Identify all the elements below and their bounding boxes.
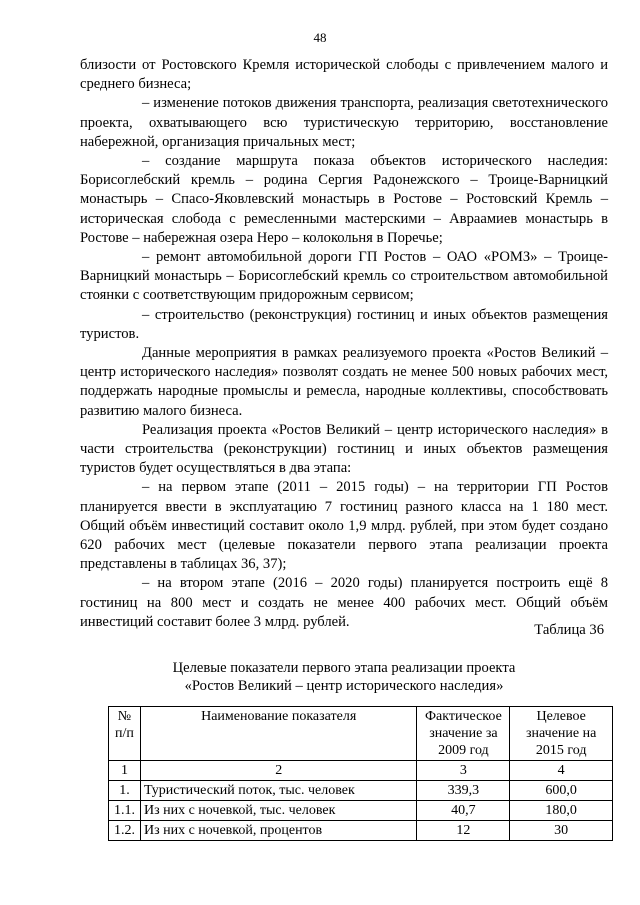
row-actual: 339,3 — [417, 781, 510, 801]
header-num: № п/п — [109, 707, 141, 761]
row-actual: 12 — [417, 821, 510, 841]
paragraph: – создание маршрута показа объектов исторического наследия: Борисоглебский кремль – родина Сергия Радонежского – Троице-Варницкий монастырь – Спасо-Яковлевский монастырь в Ростове – Ростовский Кремль – историческая слобода с ремесленными мастерскими – Авраамиев монастырь в Ростове – набережная озера Неро – колокольня в Поречье; — [80, 153, 608, 246]
row-num: 1. — [109, 781, 141, 801]
page-number: 48 — [313, 30, 327, 45]
row-name: Из них с ночевкой, тыс. человек — [140, 801, 416, 821]
row-num: 1.1. — [109, 801, 141, 821]
row-num: 1.2. — [109, 821, 141, 841]
row-target: 30 — [510, 821, 613, 841]
table-caption — [80, 659, 608, 695]
table-row — [109, 801, 613, 821]
paragraph: – на втором этапе (2016 – 2020 годы) планируется построить ещё 8 гостиниц на 800 мест и создать не менее 400 рабочих мест. Общий объём инвестиций составит более 3 млрд. рублей. — [80, 575, 608, 630]
column-number: 4 — [510, 761, 613, 781]
column-number-row — [109, 761, 613, 781]
row-target: 600,0 — [510, 781, 613, 801]
paragraph: Реализация проекта «Ростов Великий – центр исторического наследия» в части строительства (реконструкции) гостиниц и иных объектов размещения туристов будет осуществляться в два этапа: — [80, 421, 608, 477]
header-actual: Фактическое значение за 2009 год — [417, 707, 510, 761]
paragraph: Данные мероприятия в рамках реализуемого проекта «Ростов Великий – центр исторического наследия» позволят создать не менее 500 новых рабочих мест, поддержать народные промыслы и ремесла, народные коллективы, способствовать развитию малого бизнеса. — [80, 345, 608, 419]
paragraph: – ремонт автомобильной дороги ГП Ростов – ОАО «РОМЗ» – Троице-Варницкий монастырь – Борисоглебский кремль со строительством автомобильной стоянки с соответствующим придорожным сервисом; — [80, 249, 608, 304]
indicators-table — [108, 706, 613, 841]
table-row — [109, 821, 613, 841]
column-number: 2 — [140, 761, 416, 781]
paragraph: – строительство (реконструкция) гостиниц и иных объектов размещения туристов. — [80, 306, 608, 342]
row-name: Туристический поток, тыс. человек — [140, 781, 416, 801]
header-target: Целевое значение на 2015 год — [510, 707, 613, 761]
table-header-row — [109, 707, 613, 761]
row-actual: 40,7 — [417, 801, 510, 821]
column-number: 1 — [109, 761, 141, 781]
row-name: Из них с ночевкой, процентов — [140, 821, 416, 841]
table-caption-line: «Ростов Великий – центр исторического наследия» — [184, 678, 504, 694]
table-row — [109, 781, 613, 801]
column-number: 3 — [417, 761, 510, 781]
paragraph: – изменение потоков движения транспорта, реализация светотехнического проекта, охватывающего всю туристическую территорию, восстановление набережной, организация причальных мест; — [80, 95, 608, 150]
body-text — [80, 56, 608, 632]
table-caption-line: Целевые показатели первого этапа реализации проекта — [172, 660, 516, 676]
paragraph: близости от Ростовского Кремля исторической слободы с привлечением малого и среднего бизнеса; — [80, 57, 608, 93]
table-label: Таблица 36 — [534, 622, 604, 638]
header-name: Наименование показателя — [140, 707, 416, 761]
paragraph: – на первом этапе (2011 – 2015 годы) – на территории ГП Ростов планируется ввести в эксплуатацию 7 гостиниц разного класса на 1 180 мест. Общий объём инвестиций составит около 1,9 млрд. рублей, при этом будет создано 620 рабочих мест (целевые показатели первого этапа реализации проекта представлены в таблицах 36, 37); — [80, 479, 608, 573]
row-target: 180,0 — [510, 801, 613, 821]
